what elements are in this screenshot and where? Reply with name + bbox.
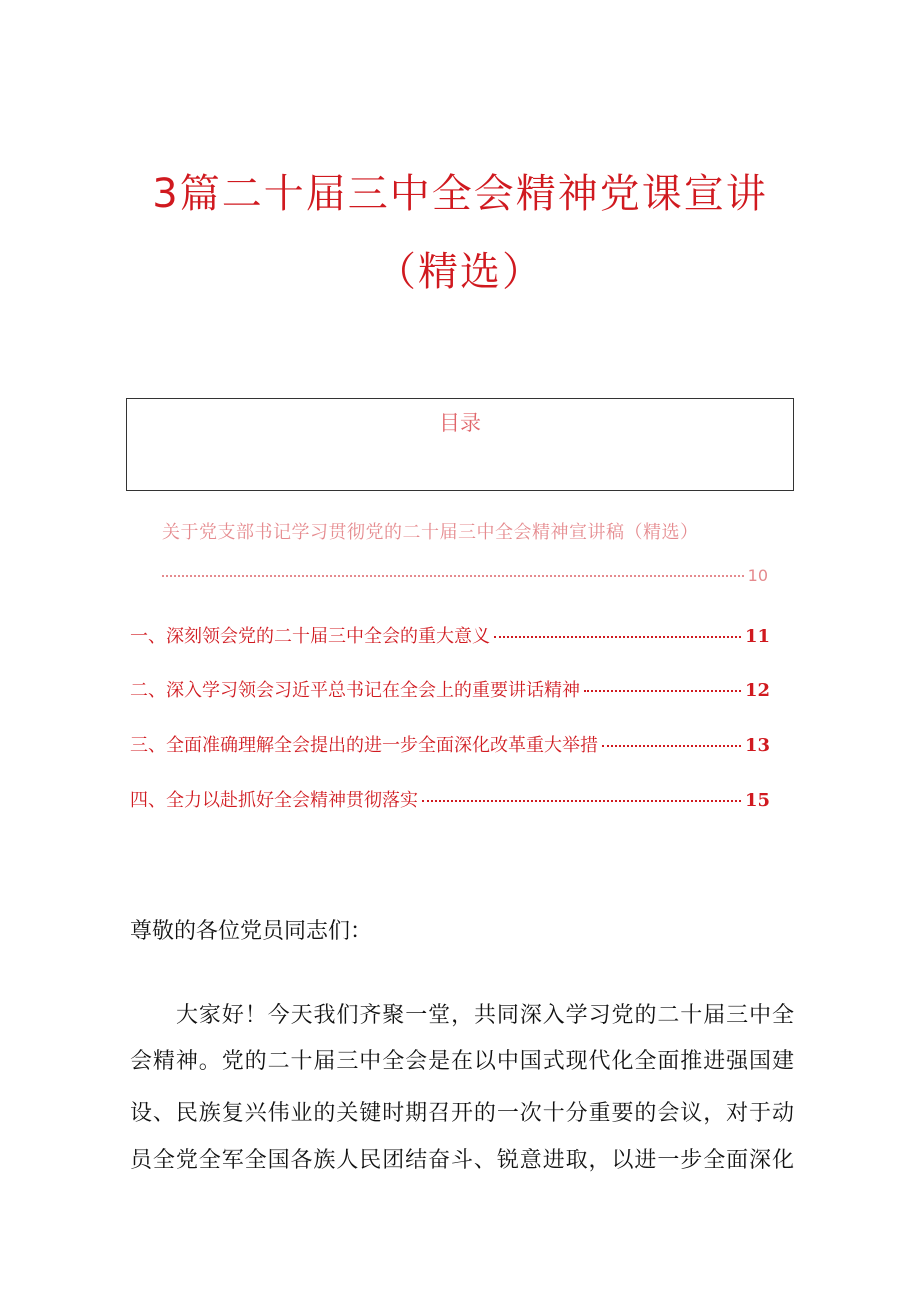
toc-dot-leader (584, 690, 741, 692)
toc-entry-label: 二、深入学习领会习近平总书记在全会上的重要讲话精神 (130, 680, 580, 701)
toc-entry[interactable] (130, 786, 770, 812)
toc-entry-label: 四、全力以赴抓好全会精神贯彻落实 (130, 790, 418, 811)
toc-dot-leader (422, 800, 741, 802)
paragraph-line: 大家好！今天我们齐聚一堂，共同深入学习党的二十届三中全 (176, 1003, 794, 1028)
toc-entry-page-number: 15 (744, 790, 770, 811)
toc-intro-title[interactable]: 关于党支部书记学习贯彻党的二十届三中全会精神宣讲稿（精选） (162, 522, 699, 543)
document-title-line-1: 3篇二十届三中全会精神党课宣讲 (152, 171, 768, 217)
toc-entry-page-number: 12 (744, 680, 770, 701)
toc-dot-leader (494, 636, 741, 638)
toc-entry-label: 一、深刻领会党的二十届三中全会的重大意义 (130, 626, 490, 647)
toc-entry-label: 三、全面准确理解全会提出的进一步全面深化改革重大举措 (130, 735, 598, 756)
paragraph-line: 设、民族复兴伟业的关键时期召开的一次十分重要的会议，对于动 (130, 1101, 794, 1126)
document-title-line-2: （精选） (376, 249, 544, 295)
toc-intro-page-number: 10 (747, 566, 768, 585)
paragraph-line: 会精神。党的二十届三中全会是在以中国式现代化全面推进强国建 (130, 1049, 794, 1074)
toc-entry-page-number: 13 (744, 735, 770, 756)
toc-heading: 目录 (439, 411, 481, 435)
toc-entry[interactable] (130, 622, 770, 648)
toc-entry-page-number: 11 (744, 626, 770, 647)
salutation: 尊敬的各位党员同志们： (130, 919, 373, 944)
toc-entry[interactable] (130, 676, 770, 702)
toc-dot-leader (602, 745, 741, 747)
paragraph-line: 员全党全军全国各族人民团结奋斗、锐意进取，以进一步全面深化 (130, 1148, 794, 1173)
toc-entry[interactable] (130, 731, 770, 757)
toc-heading-box (126, 398, 794, 491)
toc-dot-leader (162, 575, 744, 577)
toc-intro-leader-row[interactable] (162, 566, 768, 585)
